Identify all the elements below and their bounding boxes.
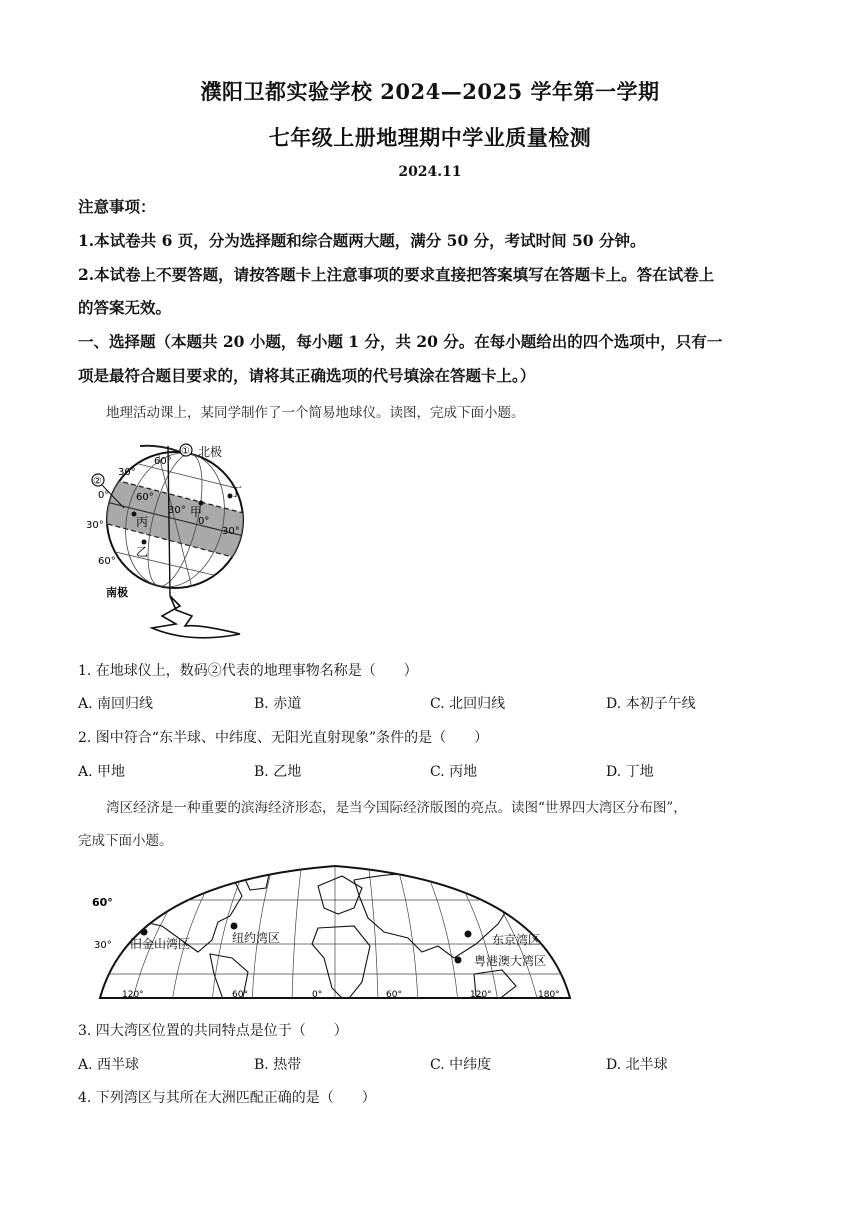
label-south-pole: 南极: [106, 586, 128, 599]
question-1-stem: 1. 在地球仪上，数码②代表的地理事物名称是（ ）: [78, 663, 418, 679]
question-2-option-a[interactable]: A. 甲地: [78, 764, 126, 780]
lat-label-30-top: 30°: [118, 467, 136, 478]
lat-label-60-bottom: 60°: [98, 556, 116, 567]
question-2-option-b[interactable]: B. 乙地: [254, 764, 302, 780]
map-lon-60w: 60°: [232, 990, 248, 1000]
question-3-stem: 3. 四大湾区位置的共同特点是位于（ ）: [78, 1023, 348, 1039]
section-heading-line1: 一、选择题（本题共 20 小题，每小题 1 分，共 20 分。在每小题给出的四个选项中，只有一: [78, 332, 723, 351]
exam-date: 2024.11: [398, 164, 462, 180]
question-intro-globe: 地理活动课上，某同学制作了一个简易地球仪。读图，完成下面小题。: [106, 405, 525, 421]
question-4-stem: 4. 下列湾区与其所在大洲匹配正确的是（ ）: [78, 1090, 376, 1106]
question-3-option-a[interactable]: A. 西半球: [78, 1057, 140, 1073]
exam-title-line2: 七年级上册地理期中学业质量检测: [268, 125, 592, 150]
lon-label-30-right: 30°: [222, 526, 240, 537]
bay-label-san-francisco: 旧金山湾区: [130, 937, 191, 951]
map-lat-60: 60°: [92, 896, 113, 909]
section-heading-line2: 项是最符合题目要求的，请将其正确选项的代号填涂在答题卡上。）: [78, 366, 536, 385]
map-lon-60e: 60°: [386, 990, 402, 1000]
map-lat-30: 30°: [94, 940, 112, 951]
bay-label-tokyo: 东京湾区: [492, 933, 541, 947]
world-bay-map: [92, 862, 578, 1004]
place-bing: 丙: [136, 515, 149, 529]
bay-label-new-york: 纽约湾区: [232, 931, 281, 945]
question-1-option-a[interactable]: A. 南回归线: [78, 696, 154, 712]
question-3-option-d[interactable]: D. 北半球: [606, 1057, 668, 1073]
map-lon-120e: 120°: [470, 990, 492, 1000]
label-north-pole: 北极: [198, 445, 223, 459]
lon-label-60: 60°: [136, 492, 154, 503]
globe-figure: [80, 438, 255, 643]
globe-stand: [152, 596, 240, 638]
question-2-option-c[interactable]: C. 丙地: [430, 764, 478, 780]
place-yi: 乙: [136, 545, 149, 559]
lat-label-0-left: 0°: [98, 490, 110, 501]
marker-1: ①: [181, 446, 190, 457]
map-lon-180: 180°: [538, 990, 560, 1000]
question-intro-bay-line1: 湾区经济是一种重要的滨海经济形态，是当今国际经济版图的亮点。读图“世界四大湾区分布图”，: [106, 800, 687, 816]
notice-item-1: 1.本试卷共 6 页，分为选择题和综合题两大题，满分 50 分，考试时间 50 分钟。: [78, 231, 646, 250]
marker-2: ②: [93, 476, 102, 487]
question-2-stem: 2. 图中符合“东半球、中纬度、无阳光直射现象”条件的是（ ）: [78, 730, 489, 746]
question-3-option-c[interactable]: C. 中纬度: [430, 1057, 492, 1073]
notice-heading: 注意事项：: [78, 197, 156, 216]
question-2-option-d[interactable]: D. 丁地: [606, 764, 654, 780]
question-intro-bay-line2: 完成下面小题。: [78, 833, 173, 849]
lat-label-60-top: 60°: [154, 456, 172, 467]
lon-label-0: 0°: [198, 516, 210, 527]
lat-label-30-left: 30°: [86, 520, 104, 531]
lon-label-30: 30°: [168, 505, 186, 516]
exam-title-line1: 濮阳卫都实验学校 2024—2025 学年第一学期: [200, 79, 660, 104]
notice-item-2-line1: 2.本试卷上不要答题，请按答题卡上注意事项的要求直接把答案填写在答题卡上。答在试卷上: [78, 265, 715, 284]
question-3-option-b[interactable]: B. 热带: [254, 1057, 302, 1073]
map-lon-120w: 120°: [122, 990, 144, 1000]
place-jia: 甲: [190, 505, 203, 519]
map-lon-0: 0°: [312, 990, 323, 1000]
notice-item-2-line2: 的答案无效。: [78, 298, 172, 317]
question-1-option-d[interactable]: D. 本初子午线: [606, 696, 696, 712]
question-1-option-c[interactable]: C. 北回归线: [430, 696, 506, 712]
bay-label-greater-bay-area: 粤港澳大湾区: [474, 954, 547, 968]
question-1-option-b[interactable]: B. 赤道: [254, 696, 302, 712]
place-ding: 丁: [230, 485, 243, 499]
